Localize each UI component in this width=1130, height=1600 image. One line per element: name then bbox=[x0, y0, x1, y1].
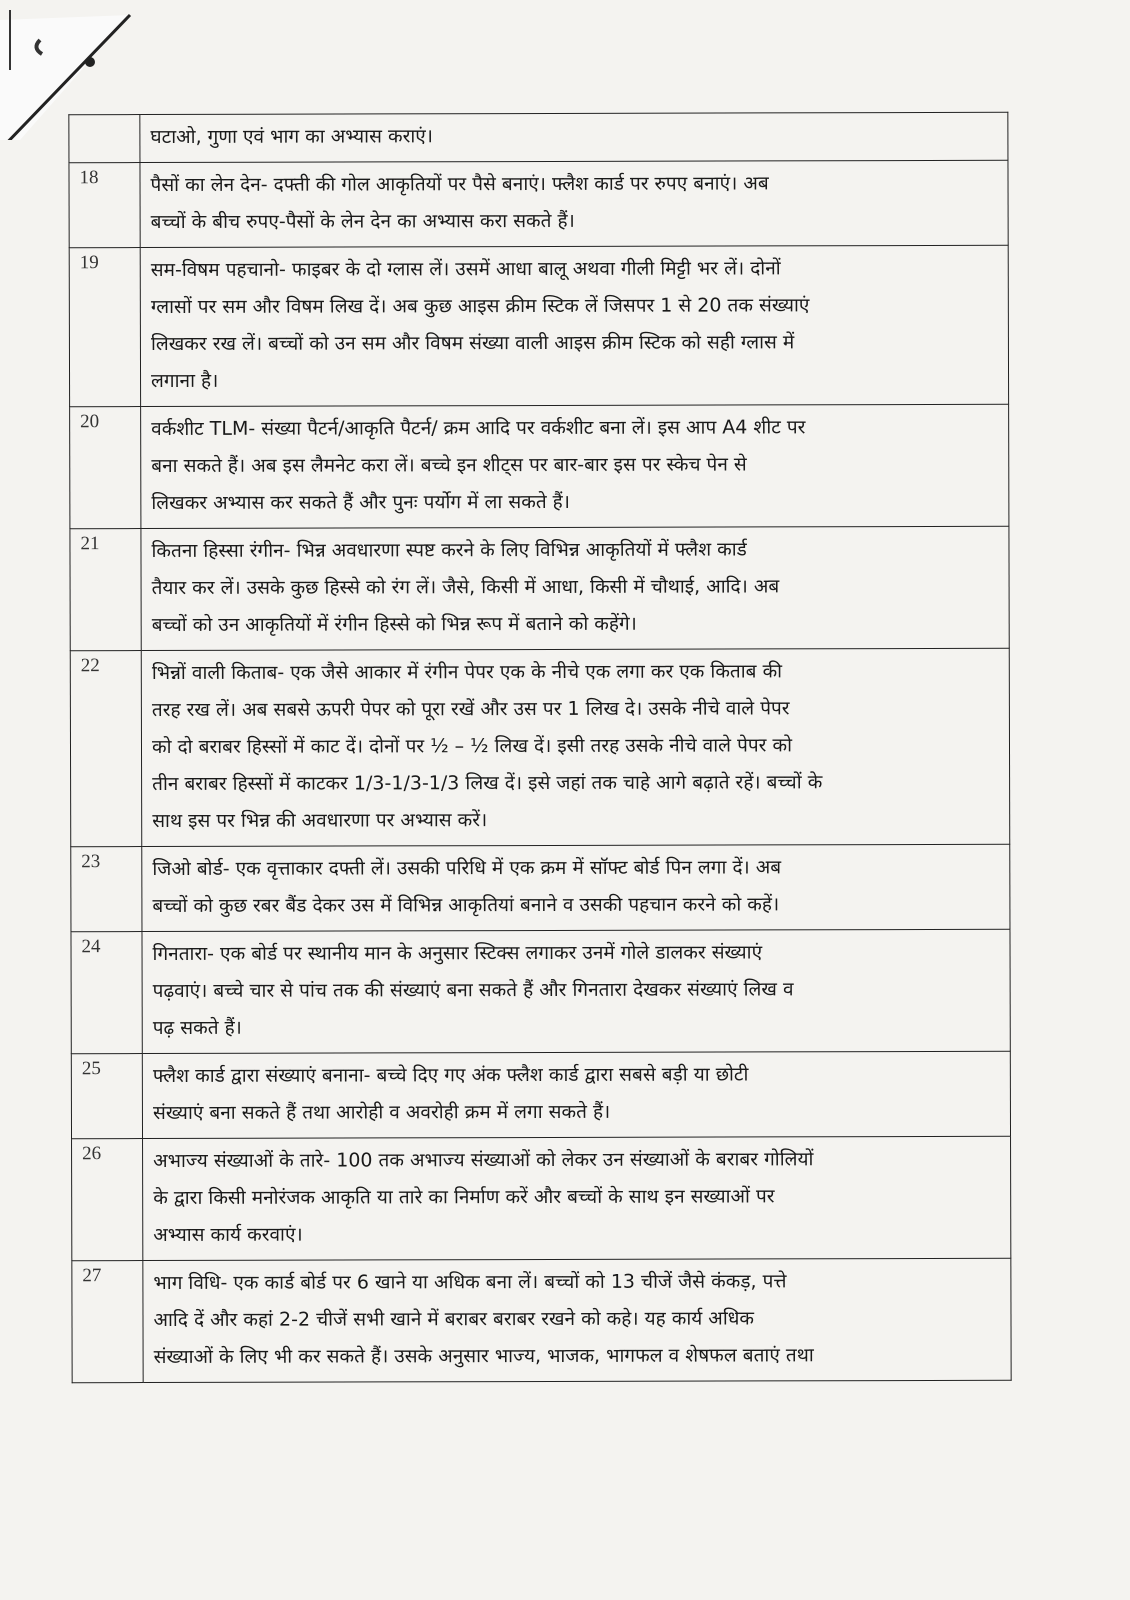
row-description bbox=[142, 1051, 1010, 1138]
text-line: पैसों का लेन देन- दफ्ती की गोल आकृतियों पर पैसे बनाएं। फ्लैश कार्ड पर रुपए बनाएं। अब bbox=[150, 172, 769, 197]
table-row bbox=[71, 844, 1010, 931]
row-description bbox=[141, 648, 1010, 846]
text-line: कितना हिस्सा रंगीन- भिन्न अवधारणा स्पष्ट करने के लिए विभिन्न आकृतियों में फ्लैश कार्ड bbox=[151, 538, 747, 563]
text-line: भिन्नों वाली किताब- एक जैसे आकार में रंगीन पेपर एक के नीचे एक लगा कर एक किताब की bbox=[151, 660, 783, 685]
row-number: 19 bbox=[69, 248, 140, 407]
text-line: जिओ बोर्ड- एक वृत्ताकार दफ्ती लें। उसकी परिधि में एक क्रम में सॉफ्ट बोर्ड पिन लगा दें। अब bbox=[152, 856, 782, 881]
table-row bbox=[69, 245, 1008, 406]
text-line: को दो बराबर हिस्सों में काट दें। दोनों पर ½ – ½ लिख दें। इसी तरह उसके नीचे वाले पेपर को bbox=[151, 734, 793, 759]
row-description bbox=[140, 245, 1008, 406]
row-number: 26 bbox=[72, 1139, 143, 1261]
table-row bbox=[72, 1258, 1011, 1382]
row-description bbox=[140, 112, 1008, 162]
text-line: भाग विधि- एक कार्ड बोर्ड पर 6 खाने या अधिक बना लें। बच्चों को 13 चीजें जैसे कंकड़, पत्ते bbox=[153, 1270, 787, 1295]
text-line: लिखकर रख लें। बच्चों को उन सम और विषम संख्या वाली आइस क्रीम स्टिक को सही ग्लास में bbox=[150, 331, 795, 356]
text-line: गिनतारा- एक बोर्ड पर स्थानीय मान के अनुसार स्टिक्स लगाकर उनमें गोले डालकर संख्याएं bbox=[152, 941, 763, 966]
text-line: तरह रख लें। अब सबसे ऊपरी पेपर को पूरा रखें और उस पर 1 लिख दे। उसके नीचे वाले पेपर bbox=[151, 697, 790, 722]
text-line: पढ़वाएं। बच्चे चार से पांच तक की संख्याएं बना सकते हैं और गिनतारा देखकर संख्याएं लिख व bbox=[152, 978, 794, 1003]
row-description bbox=[142, 844, 1010, 931]
row-number: 22 bbox=[70, 651, 142, 847]
row-number: 25 bbox=[71, 1054, 142, 1139]
text-line: अभाज्य संख्याओं के तारे- 100 तक अभाज्य संख्याओं को लेकर उन संख्याओं के बराबर गोलियों bbox=[153, 1148, 814, 1173]
text-line: आदि दें और कहां 2-2 चीजें सभी खाने में बराबर बराबर रखने को कहे। यह कार्य अधिक bbox=[153, 1307, 755, 1332]
text-line: सम-विषम पहचानो- फाइबर के दो ग्लास लें। उसमें आधा बालू अथवा गीली मिट्टी भर लें। दोनों bbox=[150, 257, 781, 282]
table-row bbox=[69, 112, 1008, 162]
table-row bbox=[71, 1051, 1010, 1138]
table-row bbox=[70, 526, 1009, 650]
row-number bbox=[69, 115, 140, 163]
activity-table bbox=[68, 112, 1011, 1383]
table-row bbox=[71, 929, 1010, 1053]
text-line: लिखकर अभ्यास कर सकते हैं और पुनः पर्योग में ला सकते हैं। bbox=[151, 490, 570, 515]
text-line: अभ्यास कार्य करवाएं। bbox=[153, 1223, 303, 1247]
row-description bbox=[142, 929, 1010, 1053]
text-line: संख्याएं बना सकते हैं तथा आरोही व अवरोही क्रम में लगा सकते हैं। bbox=[152, 1100, 611, 1125]
text-line: के द्वारा किसी मनोरंजक आकृति या तारे का निर्माण करें और बच्चों के साथ इन सख्याओं पर bbox=[153, 1185, 775, 1210]
text-line: तीन बराबर हिस्सों में काटकर 1/3-1/3-1/3 लिख दें। इसे जहां तक चाहे आगे बढ़ाते रहें। बच्चों के bbox=[152, 771, 823, 796]
row-description bbox=[143, 1258, 1011, 1382]
row-number: 27 bbox=[72, 1261, 143, 1383]
row-number: 18 bbox=[69, 163, 140, 248]
row-number: 23 bbox=[71, 847, 142, 932]
row-description bbox=[140, 160, 1008, 247]
row-number: 20 bbox=[70, 407, 141, 529]
text-line: बच्चों के बीच रुपए-पैसों के लेन देन का अभ्यास करा सकते हैं। bbox=[150, 209, 575, 234]
text-line: ग्लासों पर सम और विषम लिख दें। अब कुछ आइस क्रीम स्टिक लें जिसपर 1 से 20 तक संख्याएं bbox=[150, 294, 810, 319]
text-line: तैयार कर लें। उसके कुछ हिस्से को रंग लें। जैसे, किसी में आधा, किसी में चौथाई, आदि। अब bbox=[151, 575, 780, 600]
text-line: बना सकते हैं। अब इस लैमनेट करा लें। बच्चे इन शीट्स पर बार-बार इस पर स्केच पेन से bbox=[151, 453, 747, 478]
row-description bbox=[141, 526, 1009, 650]
text-line: संख्याओं के लिए भी कर सकते हैं। उसके अनुसार भाज्य, भाजक, भागफल व शेषफल बताएं तथा bbox=[153, 1344, 814, 1369]
text-line: लगाना है। bbox=[151, 369, 219, 393]
table-row bbox=[70, 648, 1010, 846]
text-line: घटाओ, गुणा एवं भाग का अभ्यास कराएं। bbox=[150, 125, 433, 149]
text-line: फ्लैश कार्ड द्वारा संख्याएं बनाना- बच्चे दिए गए अंक फ्लैश कार्ड द्वारा सबसे बड़ी या छोटी bbox=[152, 1063, 749, 1088]
row-description bbox=[141, 404, 1009, 528]
row-number: 21 bbox=[70, 529, 141, 651]
text-line: बच्चों को उन आकृतियों में रंगीन हिस्से को भिन्न रूप में बताने को कहेंगे। bbox=[151, 612, 637, 637]
table-row bbox=[72, 1136, 1011, 1260]
row-description bbox=[143, 1136, 1011, 1260]
row-number: 24 bbox=[71, 932, 142, 1054]
text-line: बच्चों को कुछ रबर बैंड देकर उस में विभिन्न आकृतियां बनाने व उसकी पहचान करने को कहें। bbox=[152, 893, 780, 918]
table-row bbox=[69, 160, 1008, 247]
text-line: वर्कशीट TLM- संख्या पैटर्न/आकृति पैटर्न/ क्रम आदि पर वर्कशीट बना लें। इस आप A4 शीट पर bbox=[151, 416, 806, 441]
text-line: साथ इस पर भिन्न की अवधारणा पर अभ्यास करें। bbox=[152, 809, 488, 833]
text-line: पढ़ सकते हैं। bbox=[152, 1016, 242, 1040]
table-row bbox=[70, 404, 1009, 528]
